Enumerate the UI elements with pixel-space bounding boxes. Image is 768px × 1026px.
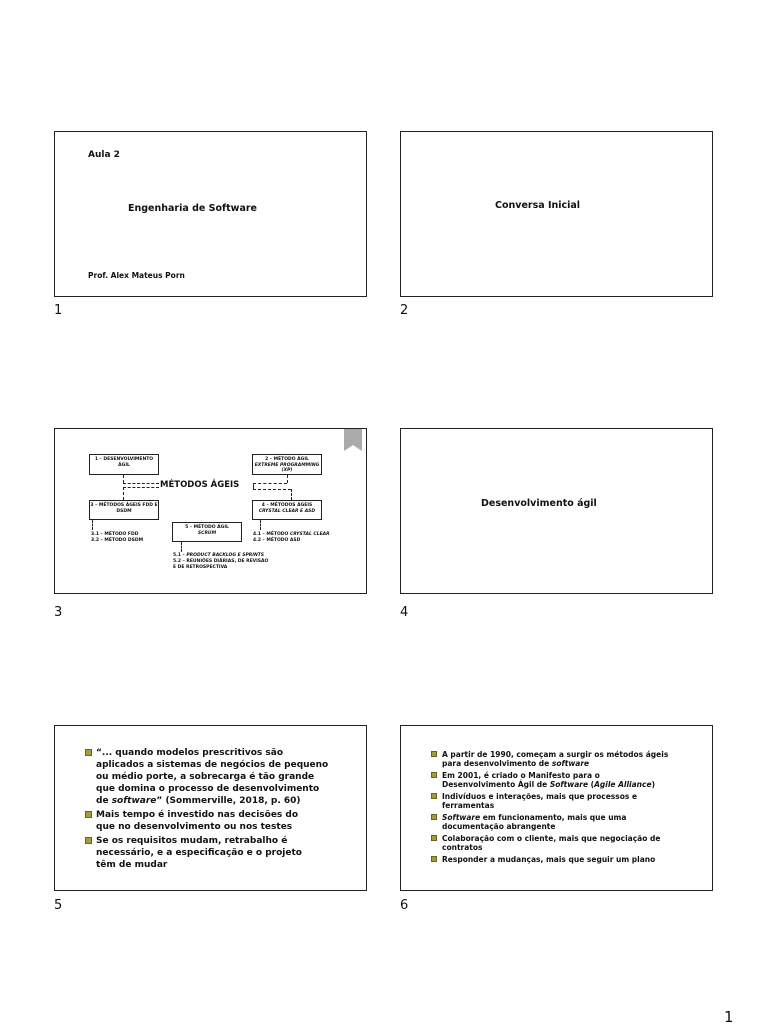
page-number: 1 [724,1008,734,1026]
list-item [431,813,668,831]
box-metodo-xp-line2: EXTREME PROGRAMMING (XP) [254,462,320,474]
slide-5-bullets [85,747,328,871]
bullet-line: Em 2001, é criado o Manifesto para o [442,771,600,780]
bullet-line: documentação abrangente [442,822,556,831]
box-metodo-xp [252,454,322,475]
bullet-icon [85,749,92,756]
bullet-line: para desenvolvimento de [442,759,552,768]
note-crystal-name: CRYSTAL CLEAR [289,532,330,537]
note-backlog-prefix: 5.1 – [173,553,187,558]
box-metodo-xp-line1: 2 – MÉTODO ÁGIL [265,457,309,462]
list-item [431,792,668,810]
slide-3-title: MÉTODOS ÁGEIS [160,480,240,490]
list-item [85,809,328,833]
slide-2 [400,131,713,297]
list-item [85,747,328,807]
bullet-line: que domina o processo de desenvolvimento [96,784,320,794]
slide-3 [54,428,367,594]
note-retrospectiva: E DE RETROSPECTIVA [173,565,228,571]
slide-1-aula: Aula 2 [88,150,120,160]
bullet-line: A partir de 1990, começam a surgir os métodos ágeis [442,750,669,759]
note-dsdm: 3.2 – MÉTODO DSDM [91,538,144,544]
bullet-line: Colaboração com o cliente, mais que negociação de [442,834,661,843]
bullet-icon [431,751,437,757]
bullet-icon [431,772,437,778]
bullet-line: de [96,796,112,806]
note-scrum [173,553,268,571]
slide-number-3: 3 [54,605,63,620]
box-fdd-dsdm [89,500,159,520]
bullet-icon [431,856,437,862]
note-fdd-dsdm [91,532,143,544]
box-scrum [172,522,242,542]
list-item [85,835,328,871]
box-desenvolvimento-agil-label: 1 – DESENVOLVIMENTO ÁGIL [94,457,154,468]
bullet-line: Mais tempo é investido nas decisões do [96,810,299,820]
bullet-line: ” (Sommerville, 2018, p. 60) [156,796,301,806]
bookmark-ribbon-icon [344,429,362,451]
box-fdd-dsdm-label: 3 – MÉTODOS ÁGEIS FDD E DSDM [90,503,158,514]
slide-5 [54,725,367,891]
note-backlog: PRODUCT BACKLOG E SPRINTS [186,553,265,558]
connector [123,487,124,500]
bullet-line: que no desenvolvimento ou nos testes [96,822,293,832]
box-scrum-line1: 5 – MÉTODO ÁGIL [185,525,229,530]
bullet-line: aplicados a sistemas de negócios de pequeno [96,760,329,770]
slide-6 [400,725,713,891]
slide-4-title: Desenvolvimento ágil [481,498,597,509]
connector [123,483,159,484]
bullet-line: ferramentas [442,801,495,810]
slide-1-author: Prof. Alex Mateus Porn [88,271,185,280]
slide-number-4: 4 [400,605,409,620]
note-fdd: 3.1 – MÉTODO FDD [91,532,139,537]
bullet-line: Se os requisitos mudam, retrabalho é [96,836,288,846]
connector [291,489,292,500]
bullet-line: contratos [442,843,483,852]
bullet-icon [85,811,92,818]
slide-6-bullets [431,750,668,864]
connector [253,483,287,484]
list-item [431,855,668,864]
slide-number-1: 1 [54,303,63,318]
note-crystal-prefix: 4.1 – MÉTODO [253,532,290,537]
connector [260,520,261,530]
bullet-line-italic: Software [549,780,589,789]
bullet-line: ou médio porte, a sobrecarga é tão grande [96,772,315,782]
box-desenvolvimento-agil [89,454,159,475]
box-crystal-asd [252,500,322,520]
bullet-line: em funcionamento, mais que uma [480,813,627,822]
bullet-line: ( [588,780,595,789]
bullet-line: necessário, e a especificação e o projeto [96,848,302,858]
list-item [431,771,668,789]
box-scrum-line2: SCRUM [197,530,217,536]
bullet-line: Indivíduos e interações, mais que processos e [442,792,638,801]
bullet-icon [85,837,92,844]
note-crystal-asd [253,532,330,544]
slide-2-title: Conversa Inicial [495,200,581,211]
connector [123,487,159,488]
bullet-line: “... quando modelos prescritivos são [96,748,284,758]
slide-number-5: 5 [54,898,63,913]
slide-1 [54,131,367,297]
box-crystal-asd-line2: CRYSTAL CLEAR E ASD [258,508,316,514]
bullet-line: ) [651,780,655,789]
note-reunioes: 5.2 – REUNIÕES DIÁRIAS, DE REVISÃO [173,559,269,565]
list-item [431,834,668,852]
bullet-icon [431,793,437,799]
note-asd: 4.2 – MÉTODO ASD [253,538,301,544]
bullet-icon [431,835,437,841]
slide-1-title: Engenharia de Software [128,203,258,214]
connector [287,475,288,483]
connector [92,520,93,530]
connector [123,475,124,483]
slide-4 [400,428,713,594]
box-crystal-asd-line1: 4 – MÉTODOS ÁGEIS [261,503,313,508]
slide-number-6: 6 [400,898,409,913]
bullet-line-italic: Software [442,813,481,822]
connector [181,542,182,552]
bullet-line: Responder a mudanças, mais que seguir um plano [442,855,656,864]
bullet-line: Desenvolvimento Ágil de [442,780,550,789]
bullet-line-italic: Agile Alliance [594,780,652,789]
list-item [431,750,668,768]
slide-number-2: 2 [400,303,409,318]
bullet-line-italic: software [551,759,590,768]
bullet-line-italic: software [111,796,157,806]
connector [253,489,291,490]
bullet-line: têm de mudar [96,860,168,870]
bullet-icon [431,814,437,820]
